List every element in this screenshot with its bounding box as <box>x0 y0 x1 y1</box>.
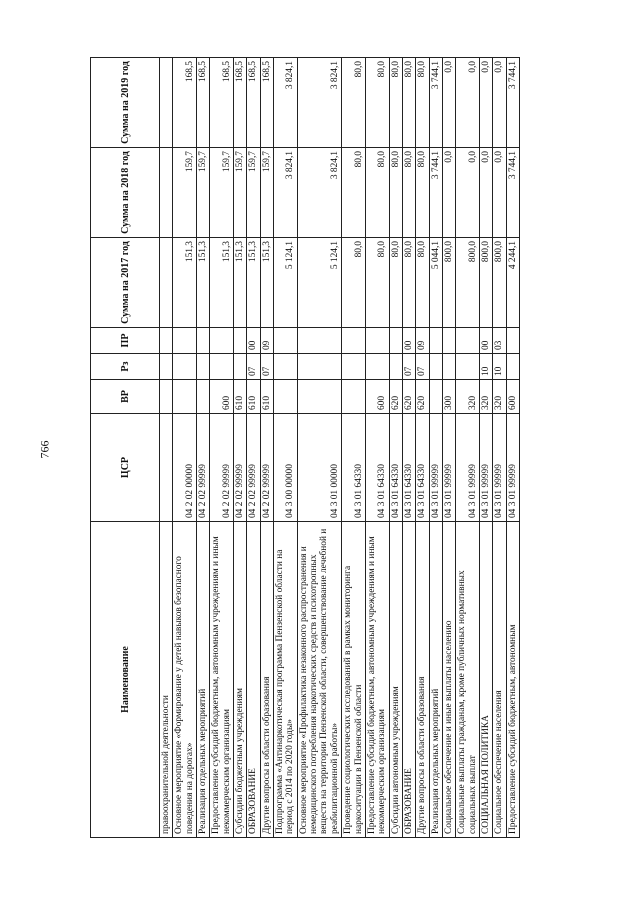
row-2019: 80,0 <box>342 58 366 148</box>
row-2017 <box>160 238 173 328</box>
row-rz <box>297 354 341 380</box>
row-pr <box>274 328 298 354</box>
row-rz: 07 <box>260 354 273 380</box>
row-name: Проведение социологических исследований в рамках мониторинга наркоситуации в Пензенской области <box>342 522 366 838</box>
row-vr: 620 <box>402 380 415 414</box>
row-name: Основное мероприятие «Профилактика незаконного распространения и немедицинского потребления наркотических средств и психотропных веществ на территории Пензенской области, совершенствование лечебной и реабилитационной работы» <box>297 522 341 838</box>
table-row <box>342 58 366 838</box>
row-2019: 0,0 <box>479 58 492 148</box>
row-vr: 620 <box>389 380 402 414</box>
row-pr: 00 <box>247 328 260 354</box>
row-rz: 07 <box>416 354 429 380</box>
header-name: Наименование <box>91 522 160 838</box>
row-vr <box>297 380 341 414</box>
table-row <box>416 58 429 838</box>
row-2017: 5 124,1 <box>274 238 298 328</box>
row-name: Социальное обеспечение и иные выплаты населению <box>442 522 455 838</box>
row-pr <box>365 328 389 354</box>
row-name: Субсидии автономным учреждениям <box>389 522 402 838</box>
row-2017: 151,3 <box>173 238 197 328</box>
row-rz <box>442 354 455 380</box>
row-2017: 5 044,1 <box>429 238 442 328</box>
row-rz: 10 <box>493 354 506 380</box>
row-2017: 800,0 <box>456 238 480 328</box>
page-number: 766 <box>37 440 52 459</box>
header-csr: ЦСР <box>91 414 160 522</box>
row-2019: 80,0 <box>389 58 402 148</box>
table-row <box>365 58 389 838</box>
row-csr: 04 2 02 99999 <box>234 414 247 522</box>
row-2018: 3 824,1 <box>274 148 298 238</box>
table-row <box>247 58 260 838</box>
row-csr <box>160 414 173 522</box>
row-name: ОБРАЗОВАНИЕ <box>247 522 260 838</box>
table-row <box>260 58 273 838</box>
row-rz <box>173 354 197 380</box>
row-csr: 04 3 00 00000 <box>274 414 298 522</box>
row-2018: 0,0 <box>479 148 492 238</box>
row-rz: 07 <box>402 354 415 380</box>
row-name: Субсидии бюджетным учреждениям <box>234 522 247 838</box>
row-vr: 620 <box>416 380 429 414</box>
table-row <box>173 58 197 838</box>
row-2019: 168,5 <box>197 58 210 148</box>
header-2017: Сумма на 2017 год <box>91 238 160 328</box>
row-csr: 04 3 01 64330 <box>389 414 402 522</box>
row-vr: 610 <box>234 380 247 414</box>
row-rz <box>160 354 173 380</box>
row-vr <box>274 380 298 414</box>
row-csr: 04 2 02 99999 <box>260 414 273 522</box>
row-pr <box>506 328 519 354</box>
row-2017: 5 124,1 <box>297 238 341 328</box>
row-csr: 04 2 02 99999 <box>247 414 260 522</box>
row-vr <box>173 380 197 414</box>
row-2017: 4 244,1 <box>506 238 519 328</box>
row-name: Подпрограмма «Антинаркотическая программа Пензенской области на период с 2014 по 2020 годы» <box>274 522 298 838</box>
row-2019: 168,5 <box>173 58 197 148</box>
row-name: Реализация отдельных мероприятий <box>197 522 210 838</box>
row-2019: 3 744,1 <box>506 58 519 148</box>
row-2018: 159,7 <box>173 148 197 238</box>
row-2018: 3 744,1 <box>506 148 519 238</box>
row-pr <box>234 328 247 354</box>
row-pr <box>173 328 197 354</box>
row-pr <box>456 328 480 354</box>
row-csr: 04 3 01 64330 <box>416 414 429 522</box>
table-row <box>402 58 415 838</box>
row-2019: 0,0 <box>442 58 455 148</box>
row-csr: 04 3 01 99999 <box>479 414 492 522</box>
row-vr: 610 <box>260 380 273 414</box>
row-2017: 800,0 <box>493 238 506 328</box>
row-2017: 80,0 <box>342 238 366 328</box>
row-2017: 80,0 <box>416 238 429 328</box>
row-2019: 80,0 <box>365 58 389 148</box>
rotated-table-container <box>90 58 562 838</box>
row-2018: 0,0 <box>442 148 455 238</box>
row-pr: 09 <box>260 328 273 354</box>
row-2018 <box>160 148 173 238</box>
row-csr: 04 3 01 00000 <box>297 414 341 522</box>
row-pr: 00 <box>402 328 415 354</box>
row-name: Предоставление субсидий бюджетным, автономным <box>506 522 519 838</box>
table-row <box>456 58 480 838</box>
row-2018: 159,7 <box>210 148 234 238</box>
row-rz <box>506 354 519 380</box>
row-csr: 04 2 02 00000 <box>173 414 197 522</box>
header-2018: Сумма на 2018 год <box>91 148 160 238</box>
row-csr: 04 3 01 64330 <box>342 414 366 522</box>
rotated-table <box>90 58 562 838</box>
row-vr: 320 <box>479 380 492 414</box>
row-2018: 3 744,1 <box>429 148 442 238</box>
row-2019: 3 824,1 <box>297 58 341 148</box>
row-2019: 168,5 <box>247 58 260 148</box>
table-row <box>210 58 234 838</box>
row-name: Социальное обеспечение населения <box>493 522 506 838</box>
header-2019: Сумма на 2019 год <box>91 58 160 148</box>
row-2018: 80,0 <box>402 148 415 238</box>
row-pr <box>197 328 210 354</box>
row-name: Другие вопросы в области образования <box>416 522 429 838</box>
row-name: правоохранительной деятельности <box>160 522 173 838</box>
row-2017: 151,3 <box>234 238 247 328</box>
row-rz: 07 <box>247 354 260 380</box>
row-rz <box>210 354 234 380</box>
table-body <box>160 58 520 838</box>
row-vr <box>342 380 366 414</box>
budget-table <box>90 57 520 838</box>
row-name: Предоставление субсидий бюджетным, автономным учреждениям и иным некоммерческим организациям <box>365 522 389 838</box>
row-pr <box>210 328 234 354</box>
row-csr: 04 2 02 99999 <box>197 414 210 522</box>
row-2018: 0,0 <box>493 148 506 238</box>
header-rz: Рз <box>91 354 160 380</box>
row-2019 <box>160 58 173 148</box>
row-2018: 159,7 <box>247 148 260 238</box>
table-row <box>429 58 442 838</box>
row-2019: 80,0 <box>416 58 429 148</box>
row-vr <box>160 380 173 414</box>
table-row <box>297 58 341 838</box>
row-pr <box>389 328 402 354</box>
row-2019: 3 744,1 <box>429 58 442 148</box>
row-name: Социальные выплаты гражданам, кроме публичных нормативных социальных выплат <box>456 522 480 838</box>
table-row <box>493 58 506 838</box>
row-name: Предоставление субсидий бюджетным, автономным учреждениям и иным некоммерческим организациям <box>210 522 234 838</box>
row-pr <box>429 328 442 354</box>
row-2018: 3 824,1 <box>297 148 341 238</box>
row-csr: 04 3 01 64330 <box>365 414 389 522</box>
row-2019: 168,5 <box>234 58 247 148</box>
row-pr: 00 <box>479 328 492 354</box>
row-vr: 600 <box>210 380 234 414</box>
row-2019: 3 824,1 <box>274 58 298 148</box>
row-rz <box>429 354 442 380</box>
table-row <box>160 58 173 838</box>
table-row <box>506 58 519 838</box>
row-2018: 80,0 <box>342 148 366 238</box>
row-pr: 09 <box>416 328 429 354</box>
row-rz <box>342 354 366 380</box>
row-2017: 80,0 <box>402 238 415 328</box>
row-pr <box>442 328 455 354</box>
row-csr: 04 3 01 99999 <box>493 414 506 522</box>
row-vr: 300 <box>442 380 455 414</box>
row-2017: 151,3 <box>260 238 273 328</box>
row-2017: 151,3 <box>210 238 234 328</box>
row-name: Другие вопросы в области образования <box>260 522 273 838</box>
row-vr <box>429 380 442 414</box>
row-vr: 600 <box>365 380 389 414</box>
row-rz <box>365 354 389 380</box>
row-pr <box>342 328 366 354</box>
header-vr: ВР <box>91 380 160 414</box>
row-name: СОЦИАЛЬНАЯ ПОЛИТИКА <box>479 522 492 838</box>
table-row <box>274 58 298 838</box>
table-row <box>442 58 455 838</box>
row-rz <box>234 354 247 380</box>
row-name: Основное мероприятие «Формирование у детей навыков безопасного поведения на дорогах» <box>173 522 197 838</box>
row-2017: 800,0 <box>442 238 455 328</box>
row-vr: 600 <box>506 380 519 414</box>
row-2019: 0,0 <box>456 58 480 148</box>
table-row <box>479 58 492 838</box>
row-2018: 80,0 <box>416 148 429 238</box>
row-2018: 80,0 <box>389 148 402 238</box>
row-2017: 80,0 <box>389 238 402 328</box>
row-vr: 320 <box>493 380 506 414</box>
row-name: Реализация отдельных мероприятий <box>429 522 442 838</box>
row-2018: 159,7 <box>234 148 247 238</box>
row-rz <box>274 354 298 380</box>
row-csr: 04 3 01 99999 <box>429 414 442 522</box>
row-csr: 04 3 01 99999 <box>442 414 455 522</box>
row-pr <box>160 328 173 354</box>
table-row <box>389 58 402 838</box>
row-pr <box>297 328 341 354</box>
row-rz <box>197 354 210 380</box>
table-header-row <box>91 58 160 838</box>
row-2018: 0,0 <box>456 148 480 238</box>
row-csr: 04 2 02 99999 <box>210 414 234 522</box>
row-2017: 80,0 <box>365 238 389 328</box>
row-2017: 800,0 <box>479 238 492 328</box>
table-row <box>197 58 210 838</box>
row-csr: 04 3 01 64330 <box>402 414 415 522</box>
row-2017: 151,3 <box>247 238 260 328</box>
row-pr: 03 <box>493 328 506 354</box>
row-2018: 80,0 <box>365 148 389 238</box>
row-csr: 04 3 01 99999 <box>506 414 519 522</box>
row-2019: 80,0 <box>402 58 415 148</box>
row-rz <box>456 354 480 380</box>
row-vr <box>197 380 210 414</box>
row-rz: 10 <box>479 354 492 380</box>
row-2018: 159,7 <box>260 148 273 238</box>
row-2018: 159,7 <box>197 148 210 238</box>
row-2019: 168,5 <box>260 58 273 148</box>
row-2017: 151,3 <box>197 238 210 328</box>
row-rz <box>389 354 402 380</box>
row-name: ОБРАЗОВАНИЕ <box>402 522 415 838</box>
header-pr: ПР <box>91 328 160 354</box>
table-row <box>234 58 247 838</box>
row-2019: 0,0 <box>493 58 506 148</box>
row-csr: 04 3 01 99999 <box>456 414 480 522</box>
row-vr: 610 <box>247 380 260 414</box>
row-2019: 168,5 <box>210 58 234 148</box>
row-vr: 320 <box>456 380 480 414</box>
